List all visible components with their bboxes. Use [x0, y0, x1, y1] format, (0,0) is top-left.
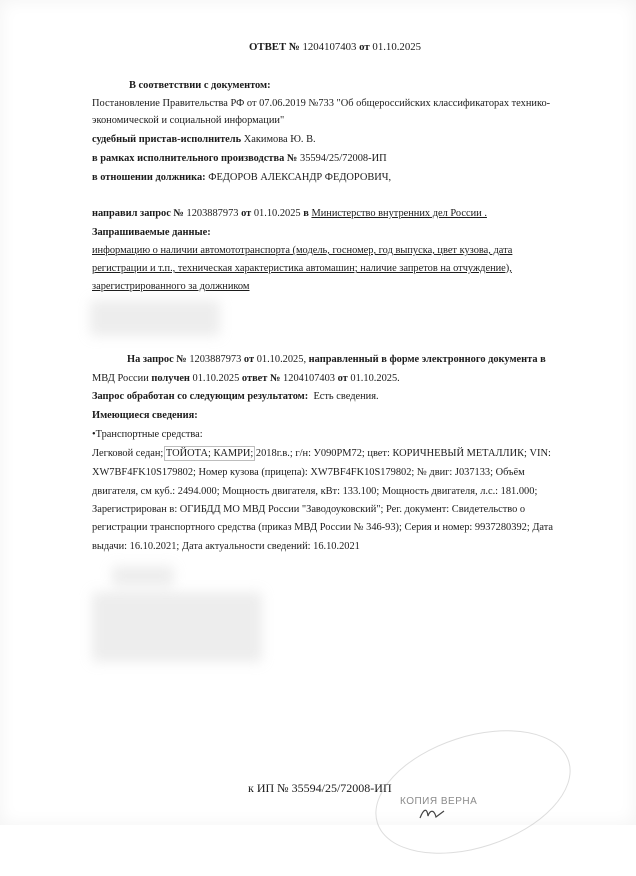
info-bullet: •Транспортные средства: — [92, 429, 203, 440]
result-line: Запрос обработан со следующим результатом: Есть сведения. — [92, 391, 379, 402]
response-line-2: МВД России получен 01.10.2025 ответ № 1204107403 от 01.10.2025. — [92, 373, 400, 384]
vehicle-line-3: двигателя, см куб.: 2494.000; Мощность двигателя, кВт: 133.100; Мощность двигателя, л.с.: 181.000; — [92, 486, 538, 497]
case-reference: к ИП № 35594/25/72008-ИП — [248, 781, 392, 795]
vehicle-line-5: регистрации транспортного средства (приказ МВД России № 346-93); Серия и номер: 9937280392; Дата — [92, 522, 554, 533]
redacted-area-2 — [112, 566, 174, 586]
basis-doc-line-2: экономической и социальной информации" — [92, 115, 285, 126]
redacted-area-1 — [90, 300, 220, 336]
vehicle-line-6: выдачи: 16.10.2021; Дата актуальности сведений: 16.10.2021 — [92, 541, 360, 552]
stamp-text: КОПИЯ ВЕРНА — [400, 796, 478, 807]
response-line-1: На запрос № 1203887973 от 01.10.2025, направленный в форме электронного документа в — [127, 354, 546, 365]
vehicle-line-2: XW7BF4FK10S179802; Номер кузова (прицепа): XW7BF4FK10S179802; № двиг: J037133; Объём — [92, 467, 525, 478]
highlighted-model: ТОЙОТА; КАМРИ; — [165, 448, 254, 459]
basis-label: В соответствии с документом: — [129, 80, 271, 91]
requested-line-2: регистрации и т.п., техническая характеристика автомашин; наличие запретов на отчуждение), — [92, 263, 512, 274]
vehicle-line-1: Легковой седан; ТОЙОТА; КАМРИ; 2018г.в.; г/н: У090РМ72; цвет: КОРИЧНЕВЫЙ МЕТАЛЛИК; VIN: — [92, 448, 551, 459]
bailiff-line: судебный пристав-исполнитель Хакимова Ю. В. — [92, 134, 316, 145]
proceeding-line: в рамках исполнительного производства № 35594/25/72008-ИП — [92, 153, 387, 164]
info-label: Имеющиеся сведения: — [92, 410, 198, 421]
basis-doc-line-1: Постановление Правительства РФ от 07.06.2019 №733 "Об общероссийских классификаторах технико- — [92, 98, 551, 109]
page-title: ОТВЕТ № 1204107403 от 01.10.2025 — [249, 41, 422, 53]
requested-line-1: информацию о наличии автомототранспорта (модель, госномер, год выпуска, цвет кузова, дата — [92, 245, 513, 256]
requested-label: Запрашиваемые данные: — [92, 227, 211, 238]
redacted-area-3 — [92, 592, 262, 662]
signature-mark — [418, 806, 448, 820]
requested-line-3: зарегистрированного за должником — [92, 281, 250, 292]
request-line: направил запрос № 1203887973 от 01.10.2025 в Министерство внутренних дел России . — [92, 208, 487, 219]
vehicle-line-4: Зарегистрирован в: ОГИБДД МО МВД России "Заводоуковский"; Рег. документ: Свидетельство о — [92, 504, 526, 515]
debtor-line: в отношении должника: ФЕДОРОВ АЛЕКСАНДР ФЕДОРОВИЧ, — [92, 172, 392, 183]
recipient-link: Министерство внутренних дел России . — [311, 208, 487, 219]
stamp-circle — [360, 708, 587, 876]
